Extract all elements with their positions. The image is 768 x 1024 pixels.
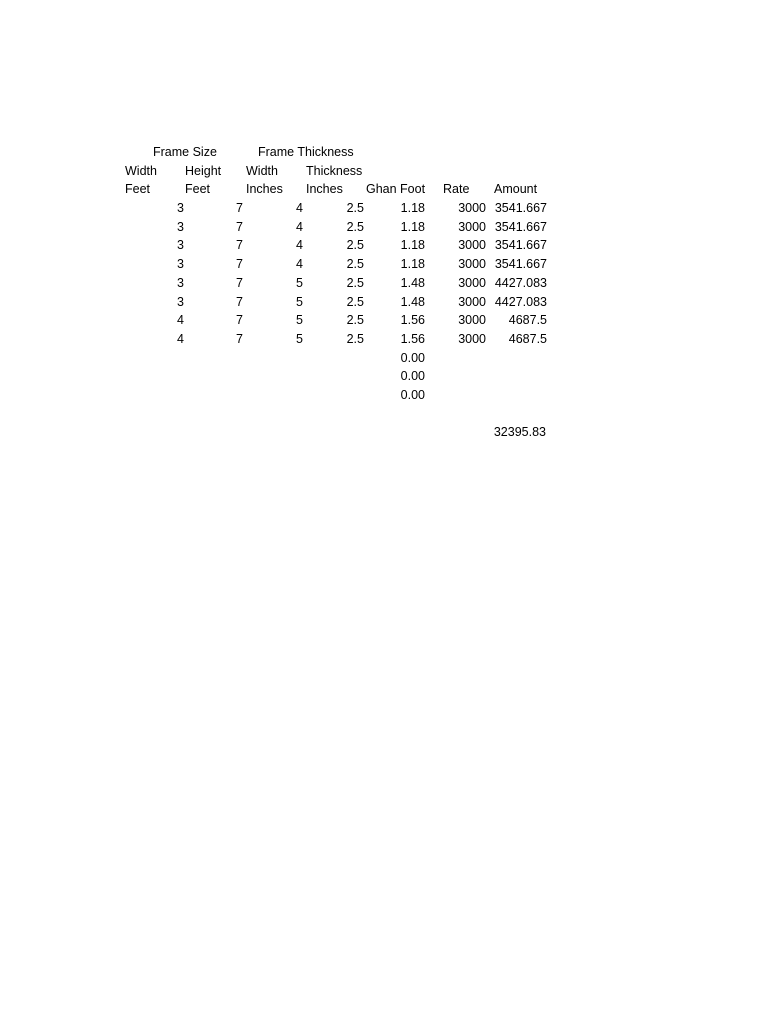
cell-rate: 3000 xyxy=(458,275,486,290)
cell-ghan-foot: 1.18 xyxy=(400,257,425,272)
cell-ghan-foot: 0.00 xyxy=(400,369,425,384)
header-rate: Rate xyxy=(443,182,470,196)
cell-ghan-foot: 0.00 xyxy=(400,350,425,365)
cell-thickness-inches: 2.5 xyxy=(346,201,364,215)
cell-ghan-foot: 1.18 xyxy=(400,201,425,215)
cell-width-feet xyxy=(124,367,184,385)
cell-ghan-foot: 1.48 xyxy=(400,294,425,309)
cell-rate: 3000 xyxy=(458,219,486,234)
cell-amount xyxy=(486,367,547,385)
cell-rate: 3000 xyxy=(458,294,486,309)
header-frame-size: Frame Size xyxy=(153,145,217,159)
cell-height-feet: 7 xyxy=(236,275,243,290)
cell-rate xyxy=(425,349,486,367)
header-frame-thickness: Frame Thickness xyxy=(258,145,354,159)
cell-thickness-inches xyxy=(304,367,364,385)
header-ghan-foot: Ghan Foot xyxy=(366,182,426,196)
cell-thickness-inches xyxy=(304,349,364,367)
cell-amount: 4687.5 xyxy=(508,331,547,346)
cell-width-feet: 3 xyxy=(177,201,184,215)
cell-height-feet: 7 xyxy=(236,238,243,253)
cell-height-feet: 7 xyxy=(236,257,243,272)
cell-width-feet: 3 xyxy=(177,275,184,290)
cell-width-feet: 3 xyxy=(177,219,184,234)
cell-ghan-foot: 1.56 xyxy=(400,331,425,346)
cell-height-feet: 7 xyxy=(236,201,243,215)
cell-thickness-inches: 2.5 xyxy=(346,294,364,309)
cell-width-inches: 4 xyxy=(296,238,303,253)
cell-amount xyxy=(486,386,547,404)
cell-amount: 4427.083 xyxy=(494,275,547,290)
cell-width-feet: 3 xyxy=(177,294,184,309)
header-amount: Amount xyxy=(494,182,538,196)
cell-thickness-inches: 2.5 xyxy=(346,313,364,328)
cell-amount: 4427.083 xyxy=(494,294,547,309)
cell-ghan-foot: 1.48 xyxy=(400,275,425,290)
cell-ghan-foot: 1.18 xyxy=(400,219,425,234)
cell-ghan-foot: 1.18 xyxy=(400,238,425,253)
cell-rate xyxy=(425,367,486,385)
cell-rate: 3000 xyxy=(458,257,486,272)
cell-thickness-inches: 2.5 xyxy=(346,219,364,234)
cell-thickness-inches: 2.5 xyxy=(346,238,364,253)
header-feet-height: Feet xyxy=(185,182,211,196)
cell-width-inches: 4 xyxy=(296,219,303,234)
cell-rate: 3000 xyxy=(458,313,486,328)
cell-rate: 3000 xyxy=(458,238,486,253)
cell-thickness-inches xyxy=(304,386,364,404)
cell-thickness-inches: 2.5 xyxy=(346,331,364,346)
cell-height-feet: 7 xyxy=(236,219,243,234)
cell-rate: 3000 xyxy=(458,331,486,346)
cell-amount: 3541.667 xyxy=(494,219,547,234)
header-width: Width xyxy=(125,164,157,178)
cell-width-inches: 4 xyxy=(296,201,303,215)
total-amount: 32395.83 xyxy=(493,425,546,439)
cell-ghan-foot: 1.56 xyxy=(400,313,425,328)
header-feet: Feet xyxy=(125,182,151,196)
cell-width-feet: 3 xyxy=(177,257,184,272)
cell-amount: 3541.667 xyxy=(494,238,547,253)
cell-width-inches: 5 xyxy=(296,331,303,346)
cell-height-feet: 7 xyxy=(236,331,243,346)
cell-width-feet: 4 xyxy=(177,331,184,346)
header-width-inches: Width xyxy=(246,164,278,178)
cell-width-feet: 4 xyxy=(177,313,184,328)
cell-amount: 4687.5 xyxy=(508,313,547,328)
cell-height-feet: 7 xyxy=(236,294,243,309)
header-inches-thickness: Inches xyxy=(306,182,343,196)
cell-width-feet: 3 xyxy=(177,238,184,253)
cell-amount xyxy=(486,349,547,367)
header-inches: Inches xyxy=(246,182,283,196)
cell-height-feet: 7 xyxy=(236,313,243,328)
header-thickness: Thickness xyxy=(306,164,363,178)
cell-width-inches: 5 xyxy=(296,275,303,290)
cell-rate xyxy=(425,386,486,404)
cell-width-inches: 4 xyxy=(296,257,303,272)
cell-width-feet xyxy=(124,349,184,367)
cell-thickness-inches: 2.5 xyxy=(346,257,364,272)
header-height: Height xyxy=(185,164,222,178)
cell-width-inches: 5 xyxy=(296,294,303,309)
cell-amount: 3541.667 xyxy=(494,201,547,215)
cell-ghan-foot: 0.00 xyxy=(400,388,425,402)
cell-width-feet xyxy=(124,386,184,404)
cell-rate: 3000 xyxy=(458,201,486,215)
cell-width-inches: 5 xyxy=(296,313,303,328)
cell-amount: 3541.667 xyxy=(494,257,547,272)
cell-thickness-inches: 2.5 xyxy=(346,275,364,290)
